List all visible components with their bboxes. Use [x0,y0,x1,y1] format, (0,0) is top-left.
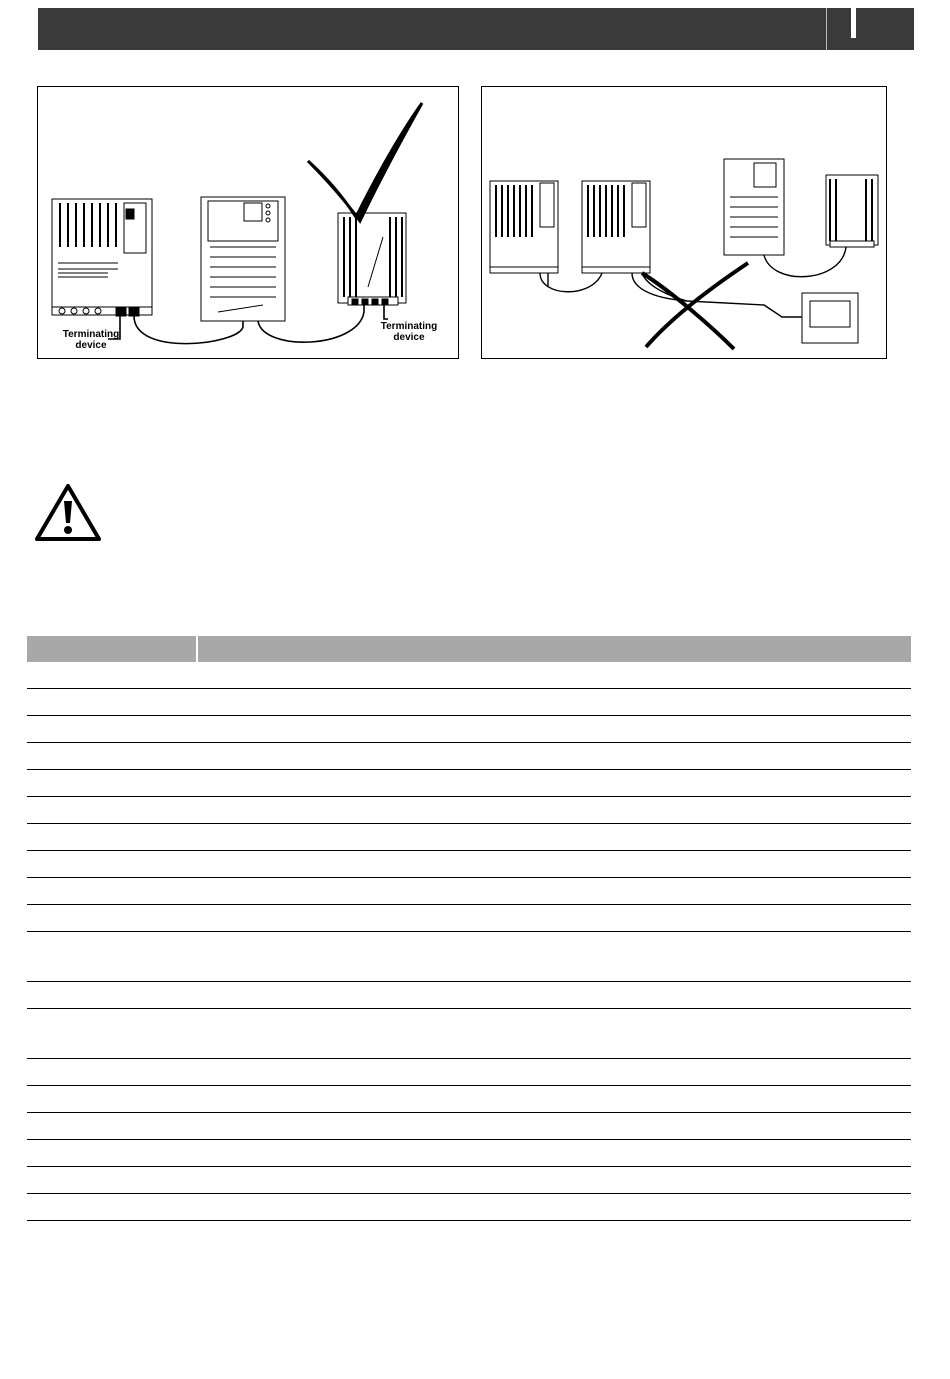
table-row [27,1167,911,1194]
table-row [27,824,911,851]
device-charger-1 [490,181,558,273]
table-row [27,878,911,905]
table-row [27,1009,911,1059]
table-row [27,743,911,770]
device-inverter [201,197,285,321]
device-charger [52,199,152,316]
figure-incorrect-wiring [481,86,887,359]
table-row [27,689,911,716]
figure-correct-wiring [37,86,459,359]
cross-mark [642,263,748,349]
table-row [27,851,911,878]
device-inverter [724,159,784,255]
check-mark [308,103,422,221]
incorrect-wiring-diagram [482,87,886,358]
table-row [27,662,911,689]
table-body [27,662,911,1221]
table-row [27,1113,911,1140]
page-header-bar [38,8,914,50]
header-divider [826,8,827,50]
table-row [27,1086,911,1113]
table-row [27,1194,911,1221]
table-row [27,797,911,824]
table-row [27,905,911,932]
device-charger-2 [582,181,650,273]
table-row [27,1140,911,1167]
header-page-tab [851,8,856,38]
table-row [27,716,911,743]
table-row [27,770,911,797]
table-row [27,982,911,1009]
device-module [826,175,878,247]
device-panel [802,293,858,343]
table-header [27,636,911,662]
terminating-device-label-right: Terminating device [380,321,438,343]
specifications-table [27,636,911,1221]
table-row [27,932,911,982]
correct-wiring-diagram [38,87,458,358]
table-header-separator [196,636,198,662]
table-row [27,1059,911,1086]
device-module [338,213,406,305]
terminating-device-label-left: Terminating device [62,329,120,351]
warning-icon [34,483,102,543]
